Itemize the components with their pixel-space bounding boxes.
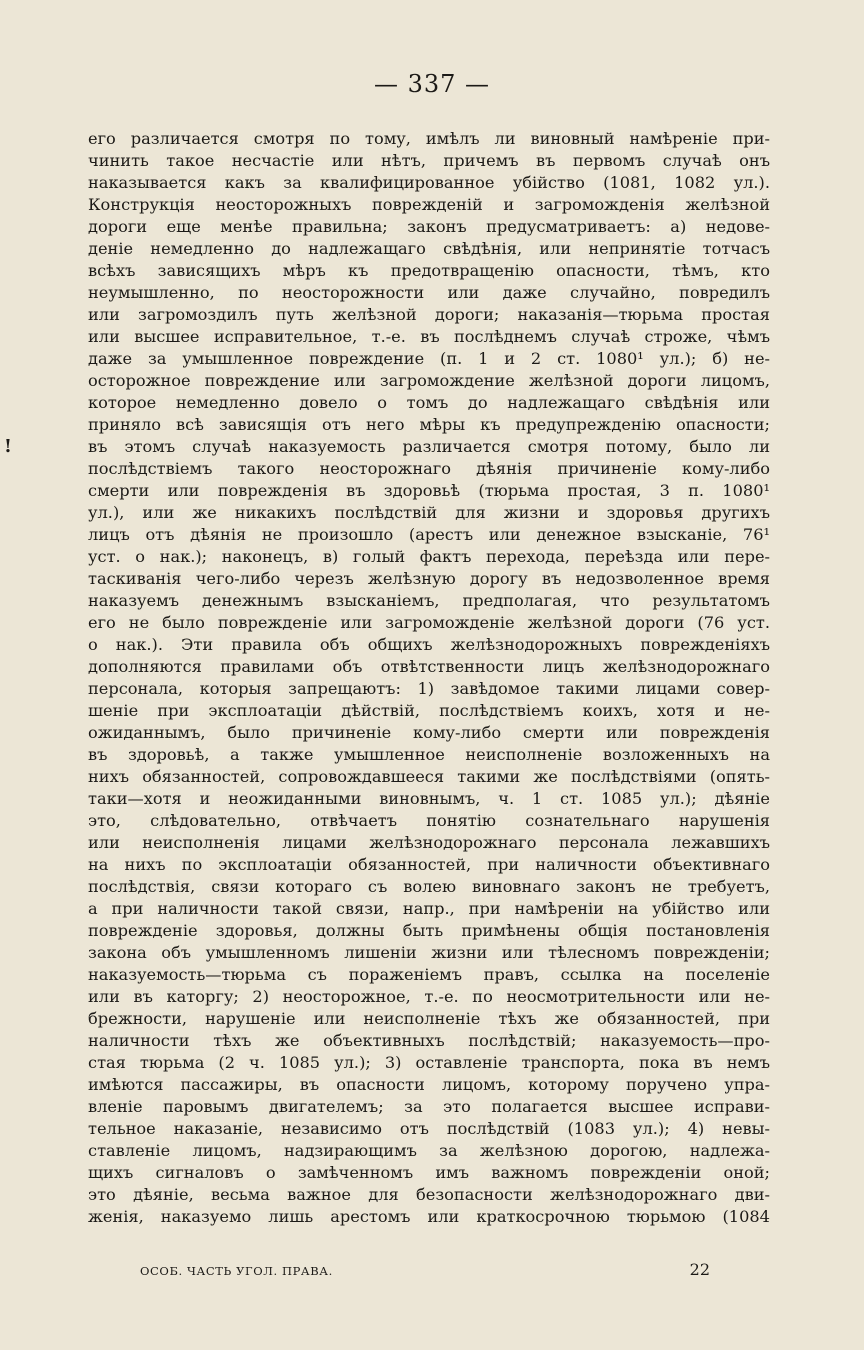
text-line: смерти или поврежденія въ здоровьѣ (тюрьма простая, 3 п. 1080¹: [88, 481, 770, 500]
page-number: — 337 —: [373, 70, 491, 98]
text-line: въ этомъ случаѣ наказуемость различается смотря потому, было ли: [88, 437, 770, 456]
text-line: неумышленно, по неосторожности или даже случайно, повредилъ: [88, 283, 770, 302]
page-footer: [140, 1260, 710, 1279]
text-line: таскиванія чего-либо черезъ желѣзную дорогу въ недозволенное время: [88, 569, 770, 588]
text-line: или загромоздилъ путь желѣзной дороги; наказанія—тюрьма простая: [88, 305, 770, 324]
text-line: персонала, которыя запрещаютъ: 1) завѣдомое такими лицами совер-: [88, 679, 770, 698]
text-line: или высшее исправительное, т.-е. въ послѣднемъ случаѣ строже, чѣмъ: [88, 327, 770, 346]
text-line: вленіе паровымъ двигателемъ; за это полагается высшее исправи-: [88, 1097, 770, 1116]
text-line: наказуемость—тюрьма съ пораженіемъ правъ, ссылка на поселеніе: [88, 965, 770, 984]
text-line: ул.), или же никакихъ послѣдствій для жизни и здоровья другихъ: [88, 503, 770, 522]
text-line: о нак.). Эти правила объ общихъ желѣзнодорожныхъ поврежденіяхъ: [88, 635, 770, 654]
text-line: деніе немедленно до надлежащаго свѣдѣнія, или непринятіе тотчасъ: [88, 239, 770, 258]
text-line: чинить такое несчастіе или нѣтъ, причемъ въ первомъ случаѣ онъ: [88, 151, 770, 170]
text-line: всѣхъ зависящихъ мѣръ къ предотвращенію опасности, тѣмъ, кто: [88, 261, 770, 280]
footer-running-title: ОСОБ. ЧАСТЬ УГОЛ. ПРАВА.: [140, 1264, 333, 1278]
text-line: это дѣяніе, весьма важное для безопасности желѣзнодорожнаго дви-: [88, 1185, 770, 1204]
text-line: приняло всѣ зависящія отъ него мѣры къ предупрежденію опасности;: [88, 415, 770, 434]
footer-signature-mark: 22: [689, 1260, 710, 1279]
text-line: ставленіе лицомъ, надзирающимъ за желѣзною дорогою, надлежа-: [88, 1141, 770, 1160]
text-line: даже за умышленное повреждение (п. 1 и 2 ст. 1080¹ ул.); б) не-: [88, 349, 770, 368]
text-line: таки—хотя и неожиданными виновнымъ, ч. 1 ст. 1085 ул.); дѣяніе: [88, 789, 770, 808]
text-line: уст. о нак.); наконецъ, в) голый фактъ перехода, переѣзда или пере-: [88, 547, 770, 566]
text-line: а при наличности такой связи, напр., при намѣреніи на убійство или: [88, 899, 770, 918]
text-line: или въ каторгу; 2) неосторожное, т.-е. по неосмотрительности или не-: [88, 987, 770, 1006]
text-line: поврежденіе здоровья, должны быть примѣнены общія постановленія: [88, 921, 770, 940]
margin-mark: !: [4, 436, 12, 457]
text-line: ожиданнымъ, было причиненіе кому-либо смерти или поврежденія: [88, 723, 770, 742]
text-line: или неисполненія лицами желѣзнодорожнаго персонала лежавшихъ: [88, 833, 770, 852]
text-line: женія, наказуемо лишь арестомъ или краткосрочною тюрьмою (1084: [88, 1207, 770, 1226]
text-line: въ здоровьѣ, а также умышленное неисполненіе возложенныхъ на: [88, 745, 770, 764]
text-line: его не было поврежденіе или загроможденіе желѣзной дороги (76 уст.: [88, 613, 770, 632]
text-line: это, слѣдовательно, отвѣчаетъ понятію сознательнаго нарушенія: [88, 811, 770, 830]
text-line: имѣются пассажиры, въ опасности лицомъ, которому поручено упра-: [88, 1075, 770, 1094]
text-line: послѣдствіемъ такого неосторожнаго дѣянія причиненіе кому-либо: [88, 459, 770, 478]
text-line: наказуемъ денежнымъ взысканіемъ, предполагая, что результатомъ: [88, 591, 770, 610]
text-line: дороги еще менѣе правильна; законъ предусматриваетъ: а) недове-: [88, 217, 770, 236]
text-line: наличности тѣхъ же объективныхъ послѣдствій; наказуемость—про-: [88, 1031, 770, 1050]
text-line: послѣдствія, связи котораго съ волею виновнаго законъ не требуетъ,: [88, 877, 770, 896]
text-line: брежности, нарушеніе или неисполненіе тѣхъ же обязанностей, при: [88, 1009, 770, 1028]
text-line: лицъ отъ дѣянія не произошло (арестъ или денежное взысканіе, 76¹: [88, 525, 770, 544]
text-line: Конструкція неосторожныхъ поврежденій и загроможденія желѣзной: [88, 195, 770, 214]
text-line: стая тюрьма (2 ч. 1085 ул.); 3) оставленіе транспорта, пока въ немъ: [88, 1053, 770, 1072]
text-line: щихъ сигналовъ о замѣченномъ имъ важномъ поврежденіи оной;: [88, 1163, 770, 1182]
text-line: наказывается какъ за квалифицированное убійство (1081, 1082 ул.).: [88, 173, 770, 192]
text-line: его различается смотря по тому, имѣлъ ли виновный намѣреніе при-: [88, 129, 770, 148]
text-line: осторожное повреждение или загромождение желѣзной дороги лицомъ,: [88, 371, 770, 390]
text-line: шеніе при эксплоатаціи дѣйствій, послѣдствіемъ коихъ, хотя и не-: [88, 701, 770, 720]
text-line: которое немедленно довело о томъ до надлежащаго свѣдѣнія или: [88, 393, 770, 412]
text-line: тельное наказаніе, независимо отъ послѣдствій (1083 ул.); 4) невы-: [88, 1119, 770, 1138]
text-line: на нихъ по эксплоатаціи обязанностей, при наличности объективнаго: [88, 855, 770, 874]
text-line: закона объ умышленномъ лишеніи жизни или тѣлесномъ поврежденіи;: [88, 943, 770, 962]
body-text: [88, 128, 770, 1228]
text-line: дополняются правилами объ отвѣтственности лицъ желѣзнодорожнаго: [88, 657, 770, 676]
text-line: нихъ обязанностей, сопровождавшееся такими же послѣдствіями (опять-: [88, 767, 770, 786]
